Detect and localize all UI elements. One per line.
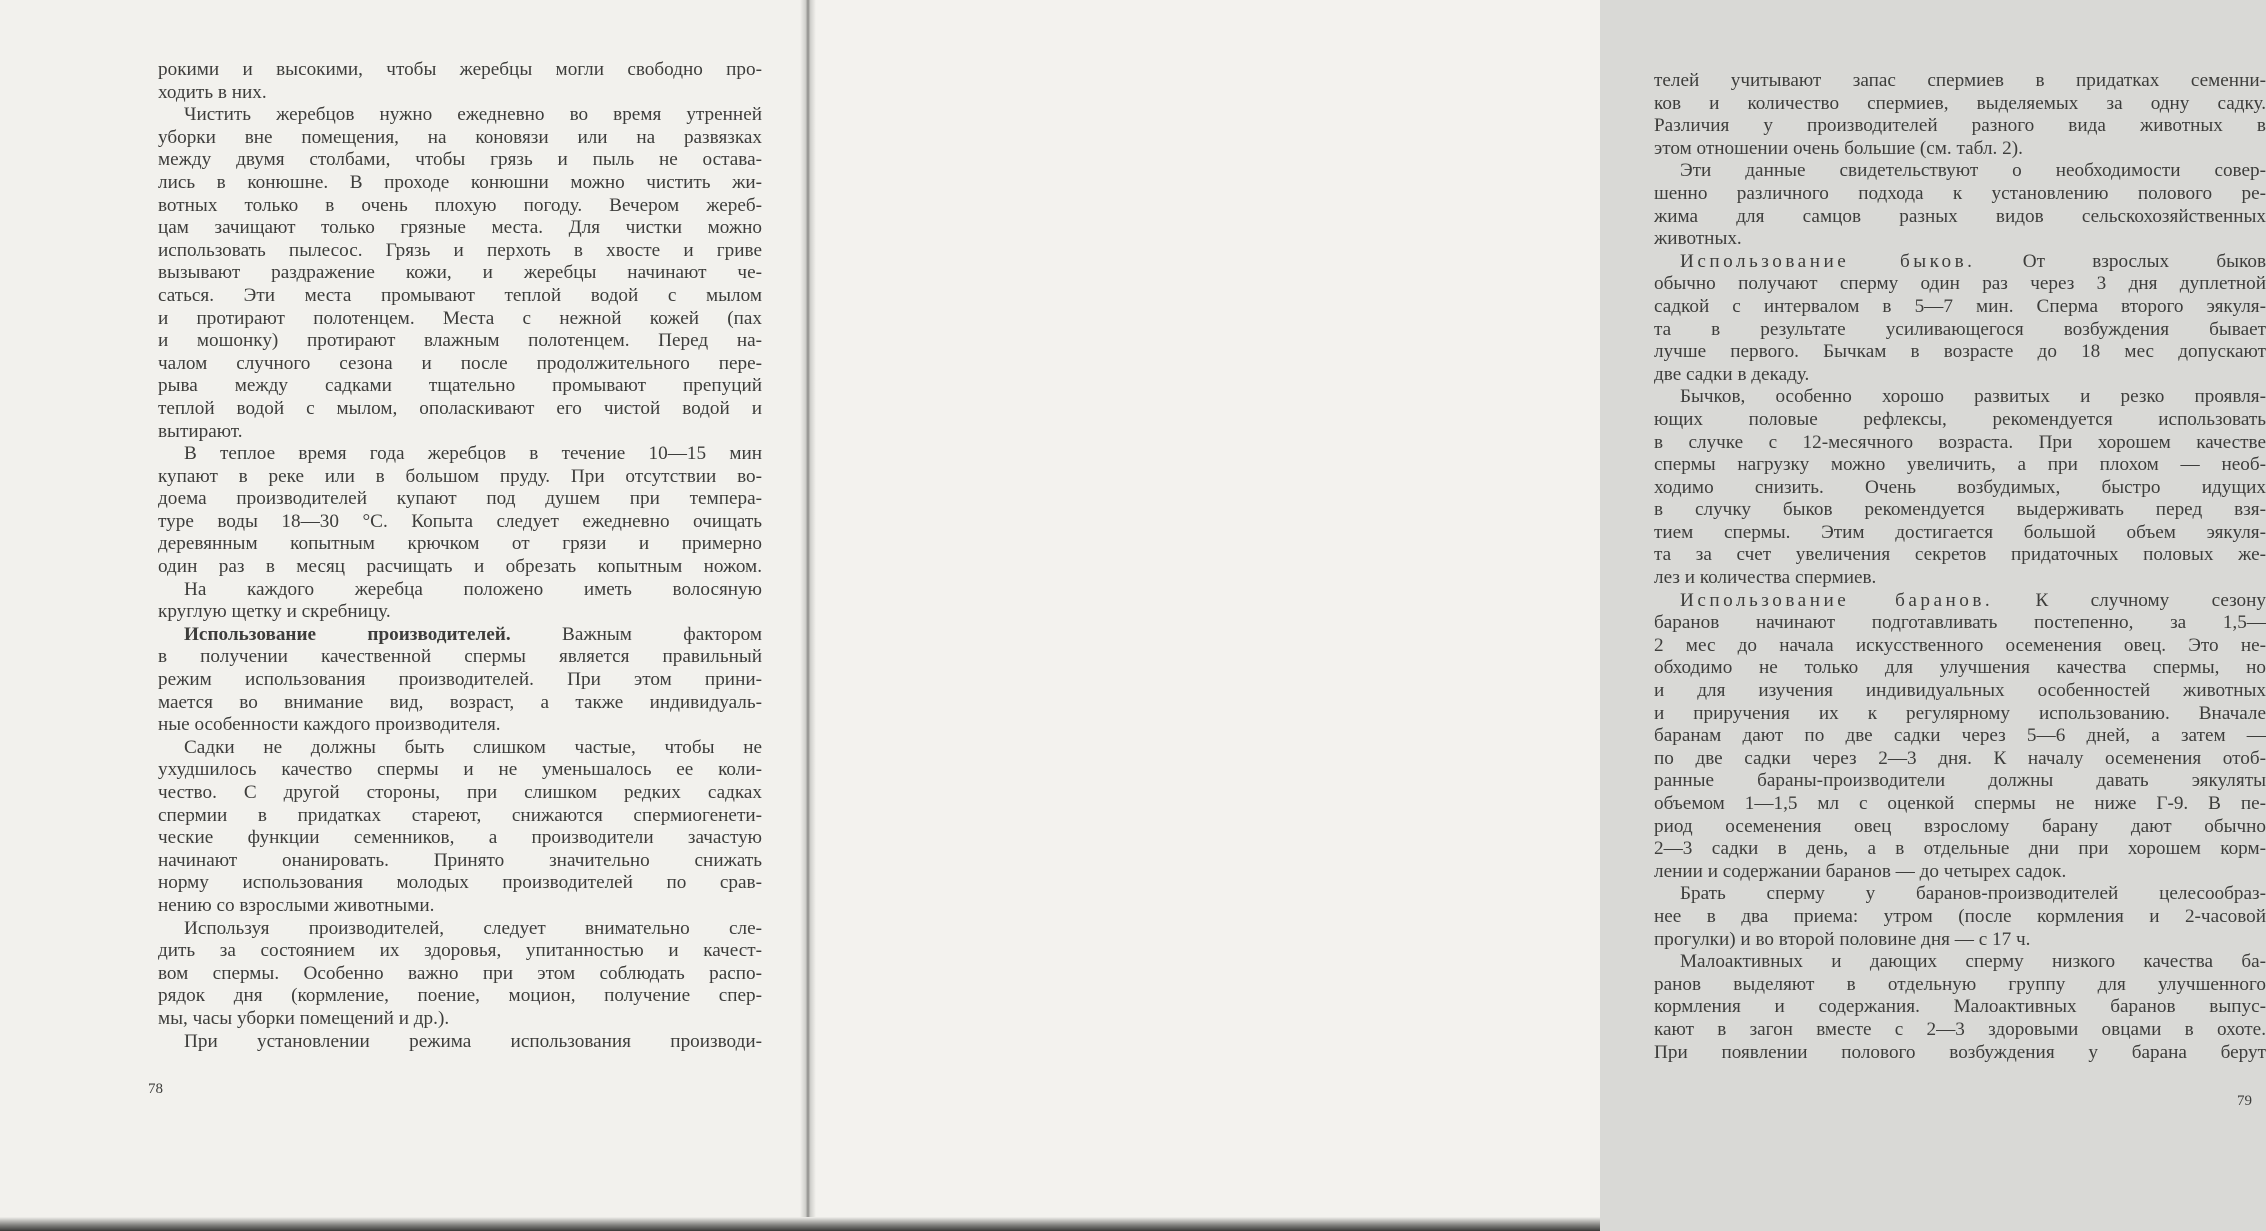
text-line: чество. С другой стороны, при слишком редких садках <box>158 782 762 803</box>
text-line: ходить в них. <box>158 81 267 103</box>
text-line: Используя производителей, следует внимательно сле- <box>184 917 762 939</box>
text-line: нению со взрослыми животными. <box>158 894 435 916</box>
text-line: вызывают раздражение кожи, и жеребцы начинают че- <box>158 262 762 284</box>
text-line: В теплое время года жеребцов в течение 10—15 мин <box>184 443 762 465</box>
text-line: начинают онанировать. Принято значительно снижать <box>158 849 762 871</box>
text-line: При установлении режима использования производи- <box>184 1030 762 1052</box>
text-line: спермии в придатках стареют, снижаются спермиогенети- <box>158 804 762 826</box>
text-line: по две садки через 2—3 дня. К началу осеменения отоб- <box>1654 747 2266 769</box>
text-line: спермы нагрузку можно увеличить, а при плохом — необ- <box>1654 454 2266 476</box>
text-line: жима для самцов разных видов сельскохозяйственных <box>1654 205 2266 227</box>
text-line: рокими и высокими, чтобы жеребцы могли свободно про- <box>158 59 762 80</box>
text-line: тием спермы. Этим достигается большой объем эякуля- <box>1654 521 2266 543</box>
text-line: и приручения их к регулярному использованию. Вначале <box>1654 702 2266 724</box>
text-line: доема производителей купают под душем при темпера- <box>158 488 762 510</box>
text-line: рыва между садками тщательно промывают препуций <box>158 375 762 397</box>
text-line: деревянным копытным крючком от грязи и примерно <box>158 533 762 555</box>
text-line: в случке с 12-месячного возраста. При хорошем качестве <box>1654 431 2266 453</box>
text-line: Бычков, особенно хорошо развитых и резко проявля- <box>1680 386 2266 408</box>
text-line: обычно получают сперму один раз через 3 дня дуплетной <box>1654 273 2266 295</box>
text-line: садкой с интервалом в 5—7 мин. Сперма второго эякуля- <box>1654 295 2266 317</box>
text-line: и для изучения индивидуальных особенностей животных <box>1654 680 2266 702</box>
text-line: На каждого жеребца положено иметь волосяную <box>184 578 762 600</box>
text-line: ные особенности каждого производителя. <box>158 714 501 736</box>
text-line: лез и количества спермиев. <box>1654 567 1877 589</box>
left-page-text <box>158 59 762 1053</box>
text-line: шенно различного подхода к установлению полового ре- <box>1654 182 2266 204</box>
text-line: в случку быков рекомендуется выдерживать перед взя- <box>1654 499 2266 521</box>
text-line: купают в реке или в большом пруду. При отсутствии во- <box>158 465 762 487</box>
text-line: Чистить жеребцов нужно ежедневно во время утренней <box>184 104 762 126</box>
text-line: дить за состоянием их здоровья, упитанностью и качест- <box>158 940 762 962</box>
text-line: круглую щетку и скребницу. <box>158 601 391 623</box>
text-line: между двумя столбами, чтобы грязь и пыль не остава- <box>158 149 762 171</box>
text-line: обходимо не только для улучшения качества спермы, но <box>1654 657 2266 679</box>
text-line: ческие функции семенников, а производители зачастую <box>158 827 762 849</box>
text-line: вом спермы. Особенно важно при этом соблюдать распо- <box>158 962 762 984</box>
text-line: 2—3 садки в день, а в отдельные дни при хорошем корм- <box>1654 838 2266 860</box>
line-text: Важным фактором <box>562 623 762 645</box>
line-text: К случному сезону <box>2035 589 2266 611</box>
text-line: и мошонку) протирают влажным полотенцем. Перед на- <box>158 330 762 352</box>
text-line: и протирают полотенцем. Места с нежной кожей (пах <box>158 307 762 329</box>
paragraph-heading: Использование производителей. <box>184 623 511 645</box>
paragraph-heading: Использование баранов. <box>1680 589 1994 611</box>
text-line: лись в конюшне. В проходе конюшни можно чистить жи- <box>158 171 762 193</box>
text-line: ранов выделяют в отдельную группу для улучшенного <box>1654 973 2266 995</box>
line-text: От взрослых быков <box>2022 250 2266 272</box>
text-line <box>158 624 762 647</box>
text-line: лении и содержании баранов — до четырех садок. <box>1654 860 2067 882</box>
text-line <box>1654 251 2266 274</box>
text-line: Различия у производителей разного вида животных в <box>1654 115 2266 137</box>
text-line: вотных только в очень плохую погоду. Вечером жереб- <box>158 194 762 216</box>
text-line: Брать сперму у баранов-производителей целесообраз- <box>1680 883 2266 905</box>
text-line: норму использования молодых производителей по срав- <box>158 872 762 894</box>
text-line: та за счет увеличения секретов придаточных половых же- <box>1654 544 2266 566</box>
text-line: саться. Эти места промывают теплой водой с мылом <box>158 284 762 306</box>
text-line: этом отношении очень большие (см. табл. 2). <box>1654 137 2023 159</box>
right-page-text <box>1654 70 2266 1064</box>
text-line: вытирают. <box>158 420 243 442</box>
text-line: уборки вне помещения, на коновязи или на развязках <box>158 126 762 148</box>
text-line: чалом случного сезона и после продолжительного пере- <box>158 352 762 374</box>
text-line: ранные бараны-производители должны давать эякуляты <box>1654 770 2266 792</box>
text-line: объемом 1—1,5 мл с оценкой спермы не ниже Г-9. В пе- <box>1654 793 2266 814</box>
text-line: мы, часы уборки помещений и др.). <box>158 1007 450 1029</box>
text-line: риод осеменения овец взрослому барану дают обычно <box>1654 815 2266 837</box>
text-line: рядок дня (кормление, поение, моцион, получение спер- <box>158 985 762 1007</box>
text-line: кормления и содержания. Малоактивных баранов выпус- <box>1654 996 2266 1018</box>
right-page <box>808 0 2266 1231</box>
text-line: лучше первого. Бычкам в возрасте до 18 мес допускают <box>1654 341 2266 363</box>
left-page-number: 78 <box>148 1081 163 1097</box>
text-line: использовать пылесос. Грязь и перхоть в хвосте и гриве <box>158 239 762 261</box>
text-line: ющих половые рефлексы, рекомендуется использовать <box>1654 408 2266 430</box>
text-line: нее в два приема: утром (после кормления и 2-часовой <box>1654 905 2266 927</box>
text-line: две садки в декаду. <box>1654 363 1810 385</box>
text-line: 2 мес до начала искусственного осеменения овец. Это не- <box>1654 634 2266 656</box>
text-line: ухудшилось качество спермы и не уменьшалось ее коли- <box>158 759 762 781</box>
text-line: теплой водой с мылом, ополаскивают его чистой водой и <box>158 397 762 419</box>
text-line <box>1654 590 2266 613</box>
text-line: Малоактивных и дающих сперму низкого качества ба- <box>1680 951 2266 973</box>
paragraph-heading: Использование быков. <box>1680 250 1976 272</box>
text-line: режим использования производителей. При этом прини- <box>158 669 762 691</box>
book-gutter <box>800 0 816 1231</box>
text-line: баранов начинают подготавливать постепенно, за 1,5— <box>1654 612 2266 634</box>
text-line: один раз в месяц расчищать и обрезать копытным ножом. <box>158 556 762 578</box>
text-line: та в результате усиливающегося возбуждения бывает <box>1654 318 2266 340</box>
text-line: Садки не должны быть слишком частые, чтобы не <box>184 736 762 758</box>
text-line: баранам дают по две садки через 5—6 дней, а затем — <box>1654 725 2266 747</box>
left-page <box>0 0 808 1231</box>
text-line: животных. <box>1654 228 1742 250</box>
text-line: ков и количество спермиев, выделяемых за одну садку. <box>1654 92 2266 114</box>
text-line: ходимо снизить. Очень возбудимых, быстро идущих <box>1654 476 2266 498</box>
text-line: кают в загон вместе с 2—3 здоровыми овцами в охоте. <box>1654 1018 2266 1040</box>
text-line: туре воды 18—30 °С. Копыта следует ежедневно очищать <box>158 510 762 532</box>
text-line: При появлении полового возбуждения у барана берут <box>1654 1041 2266 1063</box>
text-line: Эти данные свидетельствуют о необходимости совер- <box>1680 160 2266 182</box>
text-line: телей учитывают запас спермиев в придатках семенни- <box>1654 70 2266 91</box>
scan-bottom-edge <box>0 1217 1600 1231</box>
right-page-number: 79 <box>2237 1093 2252 1109</box>
text-line: мается во внимание вид, возраст, а также индивидуаль- <box>158 691 762 713</box>
text-line: цам зачищают только грязные места. Для чистки можно <box>158 217 762 239</box>
text-line: прогулки) и во второй половине дня — с 17 ч. <box>1654 928 2031 950</box>
text-line: в получении качественной спермы является правильный <box>158 646 762 668</box>
